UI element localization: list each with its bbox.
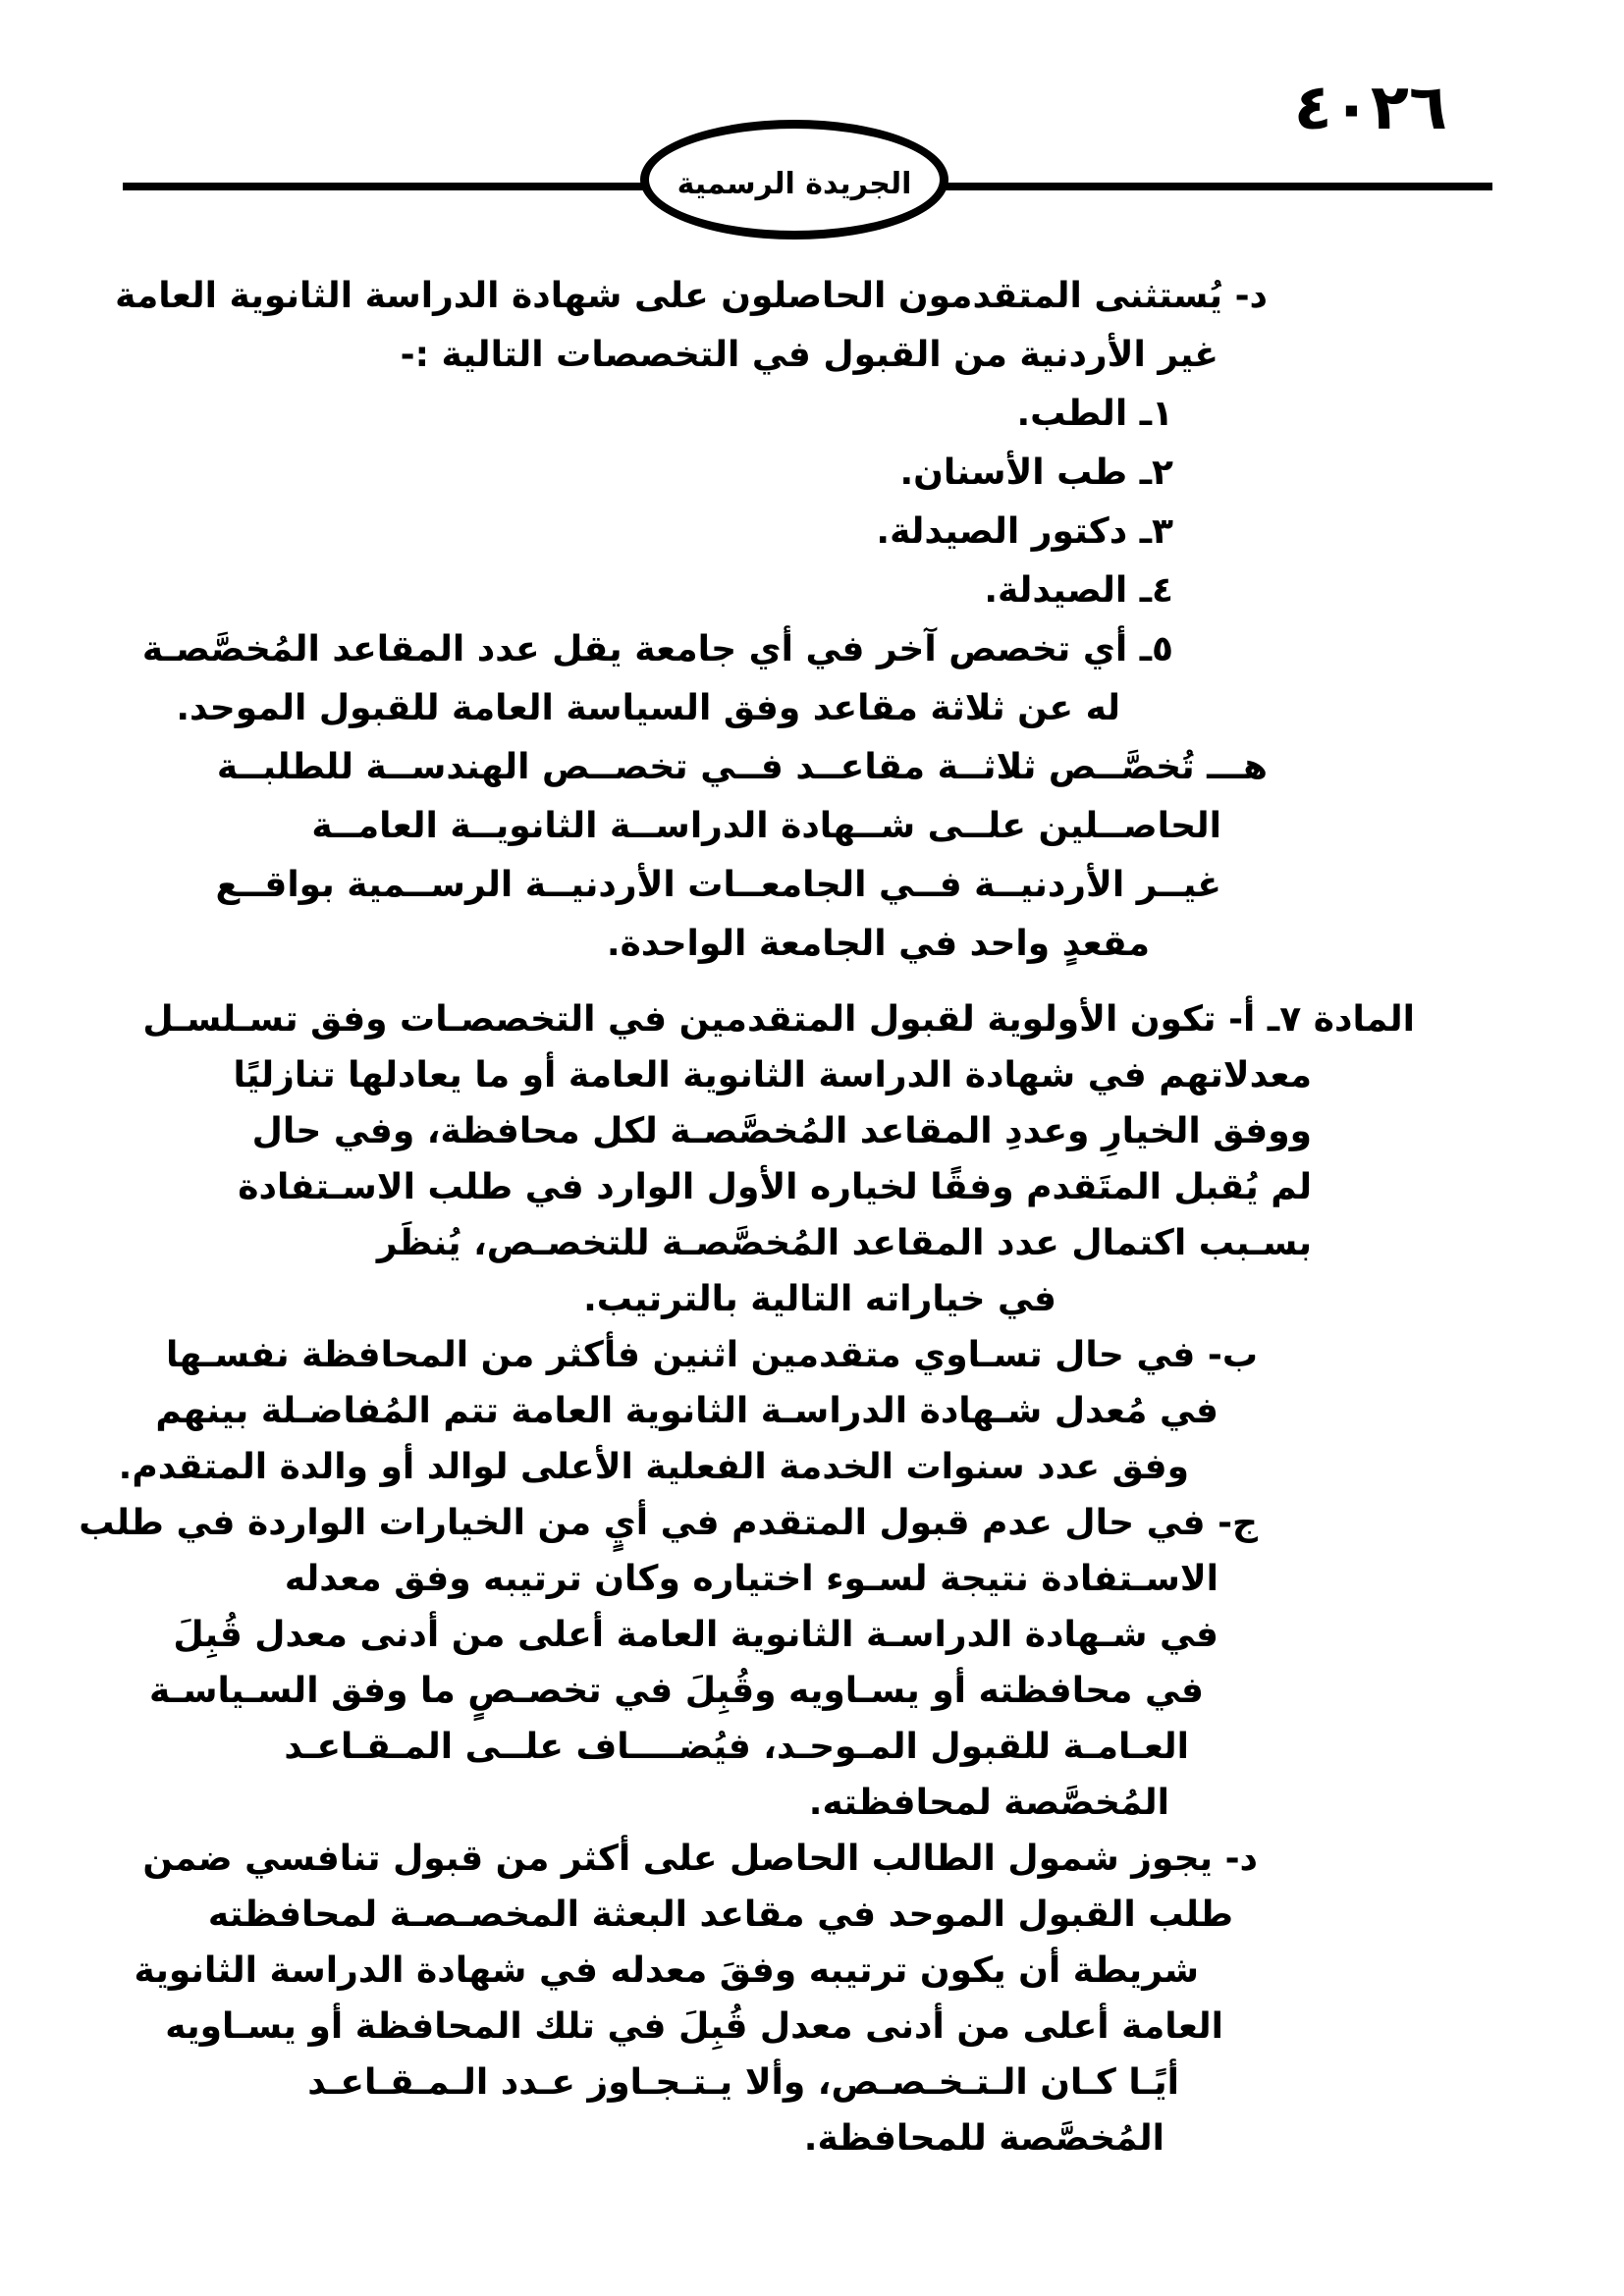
article-heading-line: المادة ٧ـ أ- تكون الأولوية لقبول المتقدمين في التخصصـات وفق تسـلسـل <box>142 999 1415 1040</box>
text-line: وفق عدد سنوات الخدمة الفعلية الأعلى لوالد أو والدة المتقدم. <box>118 1447 1189 1487</box>
text-line: د- يجوز شمول الطالب الحاصل على أكثر من قبول تنافسي ضمن <box>142 1839 1258 1879</box>
gazette-title-badge <box>640 120 948 240</box>
article-7-block <box>79 991 1415 2166</box>
list-item-continuation: له عن ثلاثة مقاعد وفق السياسة العامة للقبول الموحد. <box>176 688 1120 728</box>
text-line: المُخصَّصة لمحافظته. <box>808 1783 1169 1823</box>
text-line: العامة أعلى من أدنى معدل قُبِلَ في تلك المحافظة أو يسـاويه <box>165 2006 1223 2047</box>
text-line: ووفق الخيارِ وعددِ المقاعد المُخصَّصـة لكل محافظة، وفي حال <box>251 1111 1312 1151</box>
text-line: ج- في حال عدم قبول المتقدم في أيٍ من الخيارات الواردة في طلب <box>79 1503 1258 1543</box>
text-line: في خياراته التالية بالترتيب. <box>583 1279 1056 1319</box>
list-item: ٢ـ طب الأسنان. <box>899 453 1173 493</box>
text-line: ب- في حال تسـاوي متقدمين اثنين فأكثر من المحافظة نفسـها <box>165 1335 1258 1375</box>
text-line: في شـهادة الدراسـة الثانوية العامة أعلى من أدنى معدل قُبِلَ <box>173 1615 1218 1655</box>
list-item: ١ـ الطب. <box>1016 394 1173 434</box>
text-line: بسـبب اكتمال عدد المقاعد المُخصَّصـة للتخصـص، يُنظَر <box>376 1223 1312 1263</box>
clause-d6-block <box>115 267 1415 974</box>
text-line: في محافظته أو يسـاويه وقُبِلَ في تخصـصٍ ما وفق السـياسـة <box>148 1671 1204 1711</box>
text-line: شريطة أن يكون ترتيبه وفقَ معدله في شهادة الدراسة الثانوية <box>134 1950 1199 1991</box>
text-line: أيًـا كـان الـتـخـصـص، وألا يـتـجـاوز عـدد الـمـقـاعـد <box>307 2062 1179 2103</box>
page-number: ٤٠٢٦ <box>1293 72 1447 144</box>
list-item: ٣ـ دكتور الصيدلة. <box>876 511 1173 552</box>
text-line: غير الأردنية من القبول في التخصصات التالية :- <box>400 335 1218 375</box>
list-item: ٥ـ أي تخصص آخر في أي جامعة يقل عدد المقاعد المُخصَّصـة <box>141 629 1173 669</box>
text-line: الحاصــلين علــى شــهادة الدراســة الثانويــة العامــة <box>311 806 1221 846</box>
text-line: في مُعدل شـهادة الدراسـة الثانوية العامة تتم المُفاضـلة بينهم <box>155 1391 1218 1431</box>
text-line: معدلاتهم في شهادة الدراسة الثانوية العامة أو ما يعادلها تنازليًا <box>233 1055 1312 1095</box>
text-line: طلب القبول الموحد في مقاعد البعثة المخصـصـة لمحافظته <box>207 1895 1233 1935</box>
text-line: العـامـة للقبول المـوحـد، فيُضــــاف علــى المـقـاعـد <box>284 1727 1189 1767</box>
text-line: د- يُستثنى المتقدمون الحاصلون على شهادة الدراسة الثانوية العامة <box>115 276 1268 316</box>
text-line: غيــر الأردنيــة فــي الجامعــات الأردنيــة الرســمية بواقــع <box>215 865 1221 905</box>
document-body <box>79 267 1415 2166</box>
text-line: هـــ تُخصَّــص ثلاثــة مقاعــد فــي تخصــص الهندســة للطلبــة <box>216 747 1268 787</box>
gazette-title: الجريدة الرسمية <box>677 166 912 201</box>
text-line: الاسـتفادة نتيجة لسـوء اختياره وكان ترتيبه وفق معدله <box>284 1559 1218 1599</box>
text-line: لم يُقبل المتَقدم وفقًا لخياره الأول الوارد في طلب الاسـتفادة <box>238 1167 1312 1207</box>
text-line: المُخصَّصة للمحافظة. <box>803 2118 1164 2159</box>
list-item: ٤ـ الصيدلة. <box>984 570 1173 611</box>
text-line: مقعدٍ واحد في الجامعة الواحدة. <box>606 924 1150 964</box>
